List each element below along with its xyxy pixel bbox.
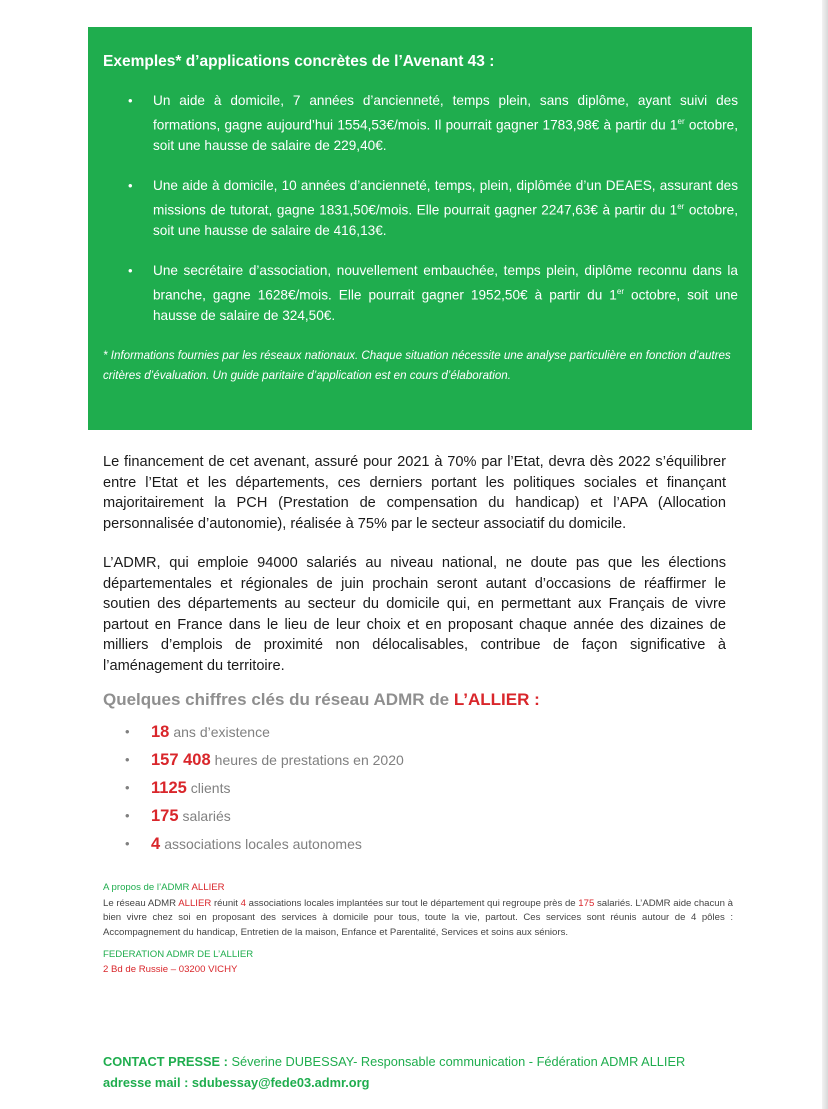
example-text: Une secrétaire d’association, nouvellement embauchée, temps plein, diplôme reconnu dans la branche, gagne 1628€/mois. Elle pourrait gagner 1952,50€ à partir du 1 <box>153 263 738 303</box>
about-section <box>103 881 733 978</box>
page-edge-shadow <box>822 0 828 1109</box>
examples-title: Exemples* d’applications concrètes de l’Avenant 43 : <box>103 53 495 70</box>
about-text: salariés. L’ADMR aide chacun à bien vivre chez soi en proposant des services à domicile pour tous, toute la vie, partout. Ces services sont réunis autour de 4 pôles : Accompagnement du handicap, Entretien de la maison, Enfance et Parentalité, Services et soins aux séniors. <box>103 897 733 938</box>
example-item <box>103 176 738 241</box>
example-item <box>103 261 738 326</box>
key-figures-title-highlight: L’ALLIER <box>453 690 530 709</box>
bullet-icon: • <box>125 836 130 851</box>
contact-email[interactable] <box>103 1073 685 1094</box>
key-figure-value: 157 408 <box>151 751 211 769</box>
about-highlight: ALLIER <box>178 897 212 909</box>
key-figure-value: 175 <box>151 807 179 825</box>
contact-label: CONTACT PRESSE : <box>103 1054 228 1069</box>
example-text: Une aide à domicile, 10 années d’ancienneté, temps, plein, diplômée d’un DEAES, assurant des missions de tutorat, gagne 1831,50€/mois. Elle pourrait gagner 2247,63€ à partir du 1 <box>153 178 738 218</box>
example-text-end: octobre, soit une hausse de salaire de 324,50€. <box>153 287 738 323</box>
federation-address: 2 Bd de Russie – 03200 VICHY <box>103 963 238 975</box>
examples-list <box>103 91 738 326</box>
examples-footnote: * Informations fournies par les réseaux nationaux. Chaque situation nécessite une analyse particulière en fonction d’autres critères d’évaluation. Un guide paritaire d’application est en cours d’élaboration. <box>103 349 731 383</box>
federation-name: FEDERATION ADMR DE L’ALLIER <box>103 949 254 961</box>
key-figure-label: salariés <box>182 808 231 824</box>
about-text: associations locales implantées sur tout le département qui regroupe près de <box>245 897 579 909</box>
about-title-highlight: ALLIER <box>191 882 225 893</box>
about-text: Le réseau ADMR <box>103 897 179 909</box>
example-text: Un aide à domicile, 7 années d’ancienneté, temps plein, sans diplôme, ayant suivi des formations, gagne aujourd’hui 1554,53€/mois. Il pourrait gagner 1783,98€ à partir du 1 <box>153 93 738 133</box>
about-title <box>103 881 733 896</box>
key-figure-value: 4 <box>151 835 161 853</box>
key-figure-label: associations locales autonomes <box>164 836 362 852</box>
bullet-icon: • <box>128 93 133 108</box>
key-figures-title-prefix: Quelques chiffres clés du réseau ADMR de <box>103 690 454 709</box>
key-figure-item <box>125 774 404 802</box>
key-figure-item <box>125 830 404 858</box>
about-highlight: 4 <box>240 897 246 909</box>
contact-details: Séverine DUBESSAY- Responsable communication - Fédération ADMR ALLIER <box>227 1054 686 1069</box>
key-figures-list <box>125 718 404 858</box>
key-figures-title-suffix: : <box>529 690 540 709</box>
key-figures-title <box>103 690 540 710</box>
key-figure-value: 18 <box>151 723 170 741</box>
about-highlight: 175 <box>578 897 595 909</box>
about-text: réunit <box>211 897 241 909</box>
bullet-icon: • <box>125 724 130 739</box>
key-figure-item <box>125 802 404 830</box>
federation-block <box>103 948 733 977</box>
key-figure-item <box>125 746 404 774</box>
example-text-end: octobre, soit une hausse de salaire de 229,40€. <box>153 117 739 153</box>
example-sup: er <box>677 201 685 211</box>
financing-paragraph: Le financement de cet avenant, assuré pour 2021 à 70% par l’Etat, devra dès 2022 s’équilibrer entre l’Etat et les départements, ces derniers portant les politiques sociales et finançant majoritairement la PCH (Prestation de compensation du handicap) et l’APA (Allocation personnalisée d’autonomie), réalisée à 75% par le secteur associatif du domicile. <box>103 454 726 532</box>
example-sup: er <box>677 116 685 126</box>
bullet-icon: • <box>128 178 133 194</box>
about-body <box>103 897 733 941</box>
example-sup: er <box>616 286 624 296</box>
key-figure-label: heures de prestations en 2020 <box>214 752 404 768</box>
key-figure-label: ans d’existence <box>173 724 270 740</box>
key-figure-value: 1125 <box>151 779 187 797</box>
contact-line <box>103 1052 685 1073</box>
bullet-icon: • <box>125 780 130 795</box>
example-text-end: octobre, soit une hausse de salaire de 416,13€. <box>153 202 738 238</box>
examples-box <box>88 27 752 430</box>
example-item <box>103 91 738 156</box>
about-title-prefix: A propos de l’ADMR <box>103 882 192 893</box>
bullet-icon: • <box>128 263 133 279</box>
contact-email-text[interactable]: adresse mail : sdubessay@fede03.admr.org <box>103 1074 370 1090</box>
bullet-icon: • <box>125 752 130 767</box>
key-figure-item <box>125 718 404 746</box>
press-contact <box>103 1052 685 1093</box>
admr-paragraph: L’ADMR, qui emploie 94000 salariés au niveau national, ne doute pas que les élections départementales et régionales de juin prochain seront autant d’occasions de réaffirmer le soutien des départements au secteur du domicile qui, en permettant aux Français de vivre partout en France dans le lieu de leur choix et en proposant chaque année des dizaines de milliers d’emplois de proximité non délocalisables, contribue de façon significative à l’aménagement du territoire. <box>103 555 726 674</box>
bullet-icon: • <box>125 808 130 823</box>
key-figure-label: clients <box>190 780 231 796</box>
